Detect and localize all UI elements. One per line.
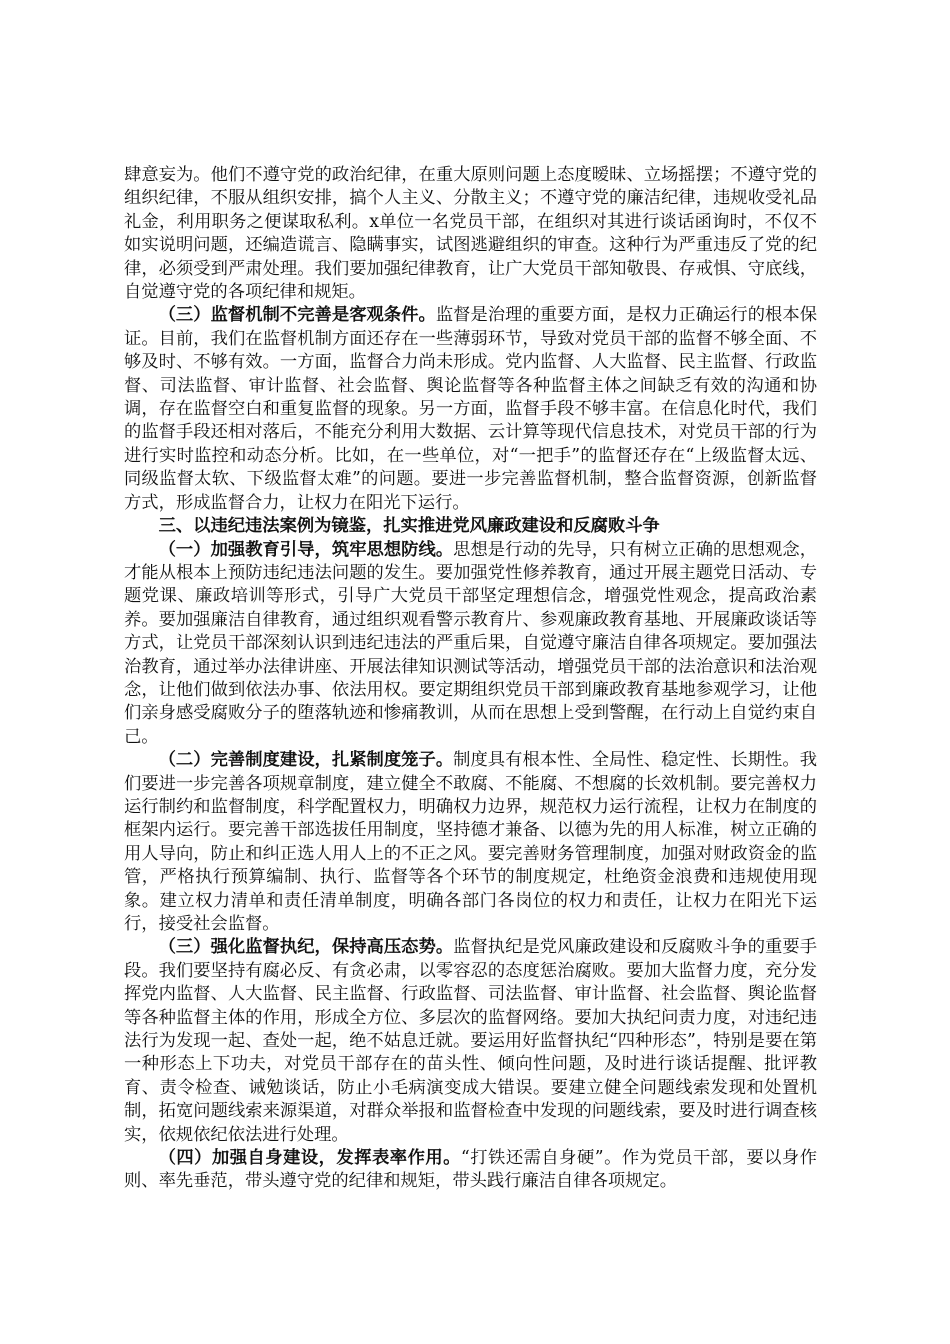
paragraph-body: “打铁还需自身硬”。作为党员干部，要以身作则、率先垂范，带头遵守党的纪律和规矩，带头践行廉洁自律各项规定。 bbox=[124, 1148, 817, 1192]
paragraph-body: 肆意妄为。他们不遵守党的政治纪律，在重大原则问题上态度暧昧、立场摇摆；不遵守党的组织纪律，不服从组织安排，搞个人主义、分散主义；不遵守党的廉洁纪律，违规收受礼品礼金，利用职务之便谋取私利。x单位一名党员干部，在组织对其进行谈话函询时，不仅不如实说明问题，还编造谎言、隐瞒事实，试图逃避组织的审查。这种行为严重违反了党的纪律，必须受到严肃处理。我们要加强纪律教育，让广大党员干部知敬畏、存戒惧、守底线，自觉遵守党的各项纪律和规矩。 bbox=[124, 165, 817, 303]
paragraph-body: 监督是治理的重要方面，是权力正确运行的根本保证。目前，我们在监督机制方面还存在一些薄弱环节，导致对党员干部的监督不够全面、不够及时、不够有效。一方面，监督合力尚未形成。党内监督、人大监督、民主监督、行政监督、司法监督、审计监督、社会监督、舆论监督等各种监督主体之间缺乏有效的沟通和协调，存在监督空白和重复监督的现象。另一方面，监督手段不够丰富。在信息化时代，我们的监督手段还相对落后，不能充分利用大数据、云计算等现代信息技术，对党员干部的行为进行实时监控和动态分析。比如，在一些单位，对“一把手”的监督还存在“上级监督太远、同级监督太软、下级监督太难”的问题。要进一步完善监督机制，整合监督资源，创新监督方式，形成监督合力，让权力在阳光下运行。 bbox=[124, 305, 817, 513]
section-heading: 三、以违纪违法案例为镜鉴，扎实推进党风廉政建设和反腐败斗争 bbox=[158, 516, 660, 537]
paragraph-supervision-mechanism bbox=[124, 304, 817, 515]
paragraph-lead: （二）完善制度建设，扎紧制度笼子。 bbox=[158, 750, 454, 771]
paragraph-education bbox=[124, 539, 817, 750]
paragraph-lead: （三）监督机制不完善是客观条件。 bbox=[158, 305, 436, 326]
paragraph-lead: （一）加强教育引导，筑牢思想防线。 bbox=[158, 539, 454, 560]
paragraph-body: 制度具有根本性、全局性、稳定性、长期性。我们要进一步完善各项规章制度，建立健全不敢腐、不能腐、不想腐的长效机制。要完善权力运行制约和监督制度，科学配置权力，明确权力边界，规范权力运行流程，让权力在制度的框架内运行。要完善干部选拔任用制度，坚持德才兼备、以德为先的用人标准，树立正确的用人导向，防止和纠正选人用人上的不正之风。要完善财务管理制度，加强对财政资金的监管，严格执行预算编制、执行、监督等各个环节的制度规定，杜绝资金浪费和违规使用现象。建立权力清单和责任清单制度，明确各部门各岗位的权力和责任，让权力在阳光下运行，接受社会监督。 bbox=[124, 750, 817, 934]
paragraph-lead: （四）加强自身建设，发挥表率作用。 bbox=[158, 1148, 461, 1169]
paragraph-institutions bbox=[124, 749, 817, 936]
paragraph-discipline bbox=[124, 936, 817, 1147]
document-page bbox=[124, 164, 817, 1194]
paragraph-body: 思想是行动的先导，只有树立正确的思想观念，才能从根本上预防违纪违法问题的发生。要加强党性修养教育，通过开展主题党日活动、专题党课、廉政培训等形式，引导广大党员干部坚定理想信念，增强党性观念，提高政治素养。要加强廉洁自律教育，通过组织观看警示教育片、参观廉政教育基地、开展廉政谈话等方式，让党员干部深刻认识到违纪违法的严重后果，自觉遵守廉洁自律各项规定。要加强法治教育，通过举办法律讲座、开展法律知识测试等活动，增强党员干部的法治意识和法治观念，让他们做到依法办事、依法用权。要定期组织党员干部到廉政教育基地参观学习，让他们亲身感受腐败分子的堕落轨迹和惨痛教训，从而在思想上受到警醒，在行动上自觉约束自己。 bbox=[124, 539, 817, 747]
paragraph-self-building bbox=[124, 1147, 817, 1194]
paragraph-body: 监督执纪是党风廉政建设和反腐败斗争的重要手段。我们要坚持有腐必反、有贪必肃，以零容忍的态度惩治腐败。要加大监督力度，充分发挥党内监督、人大监督、民主监督、行政监督、司法监督、审计监督、社会监督、舆论监督等各种监督主体的作用，形成全方位、多层次的监督网络。要加大执纪问责力度，对违纪违法行为发现一起、查处一起，绝不姑息迁就。要运用好监督执纪“四种形态”，特别是要在第一种形态上下功夫，对党员干部存在的苗头性、倾向性问题，及时进行谈话提醒、批评教育、责令检查、诫勉谈话，防止小毛病演变成大错误。要建立健全问题线索发现和处置机制，拓宽问题线索来源渠道，对群众举报和监督检查中发现的问题线索，要及时进行调查核实，依规依纪依法进行处理。 bbox=[124, 937, 817, 1145]
paragraph-lead: （三）强化监督执纪，保持高压态势。 bbox=[158, 937, 454, 958]
paragraph-continuation bbox=[124, 164, 817, 304]
